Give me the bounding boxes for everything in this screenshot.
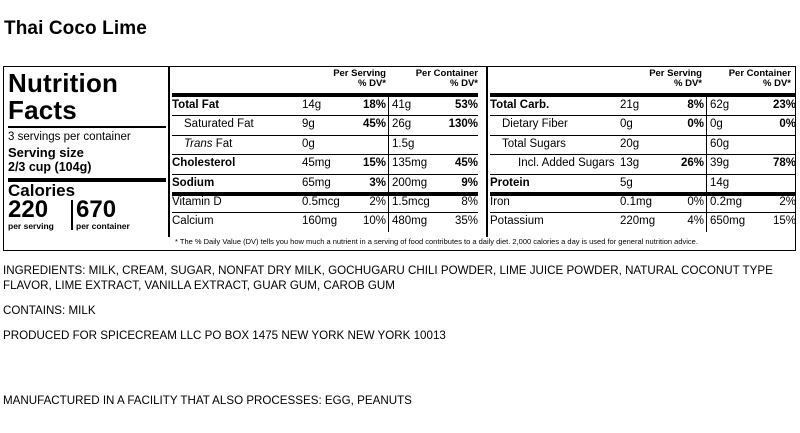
container-amount: 1.5mcg xyxy=(392,196,430,208)
per-container-label: per container xyxy=(76,221,130,231)
header-per-serving-left: Per Serving % DV* xyxy=(333,68,386,89)
facility-text: MANUFACTURED IN A FACILITY THAT ALSO PROCESSES: EGG, PEANUTS xyxy=(3,394,412,407)
nutrient-name: Total Fat xyxy=(172,99,220,111)
serving-dv: 3% xyxy=(369,176,386,189)
daily-value-footnote: * The % Daily Value (DV) tells you how much a nutrient in a serving of food contributes to a daily diet. 2,000 calories a day is used for general nutrition advice. xyxy=(175,237,698,246)
nutrient-name: Total Carb. xyxy=(490,99,550,111)
header-per-container-left: Per Container % DV* xyxy=(415,68,478,89)
serving-amount: 220mg xyxy=(620,215,656,228)
container-dv: 9% xyxy=(461,176,478,189)
contains-text: CONTAINS: MILK xyxy=(3,304,96,317)
produced-for-text: PRODUCED FOR SPICECREAM LLC PO BOX 1475 NEW YORK NEW YORK 10013 xyxy=(3,329,446,342)
serving-amount: 0g xyxy=(620,118,633,131)
servings-per-container: 3 servings per container xyxy=(8,131,131,143)
serving-amount: 65mg xyxy=(302,176,331,189)
serving-amount: 45mg xyxy=(302,157,331,170)
nutrient-name: Total Sugars xyxy=(502,137,566,150)
container-amount: 60g xyxy=(710,137,730,150)
nutrient-name: Calcium xyxy=(172,215,214,228)
serving-dv: 18% xyxy=(362,99,386,111)
container-amount: 200mg xyxy=(392,176,428,189)
calories-per-serving: 220 xyxy=(8,196,49,223)
nutrient-name: Incl. Added Sugars xyxy=(518,157,615,170)
container-dv: 2% xyxy=(779,196,796,208)
nutrient-name: Potassium xyxy=(490,215,544,228)
product-title: Thai Coco Lime xyxy=(4,18,147,39)
serving-dv: 0% xyxy=(687,196,704,208)
serving-amount: 14g xyxy=(302,99,322,111)
container-dv: 35% xyxy=(454,215,478,228)
container-amount: 39g xyxy=(710,157,730,170)
container-dv: 15% xyxy=(772,215,796,228)
serving-amount: 0g xyxy=(302,137,315,150)
calories-label: Calories xyxy=(8,181,76,200)
serving-dv: 2% xyxy=(369,196,386,208)
nutrient-name: Protein xyxy=(490,176,530,189)
container-amount: 0g xyxy=(710,118,723,131)
per-serving-label: per serving xyxy=(8,221,54,231)
container-dv: 78% xyxy=(772,157,796,170)
nutrient-row xyxy=(4,96,795,115)
ingredients-text: INGREDIENTS: MILK, CREAM, SUGAR, NONFAT DRY MILK, GOCHUGARU CHILI POWDER, LIME JUICE POWDER, NATURAL COCONUT TYPE FLAVOR, LIME EXTRACT, VANILLA EXTRACT, GUAR GUM, CAROB GUM xyxy=(3,264,773,292)
container-amount: 480mg xyxy=(392,215,428,228)
serving-amount: 160mg xyxy=(302,215,338,228)
container-amount: 26g xyxy=(392,118,412,131)
title-line-2: Facts xyxy=(8,95,77,125)
nutrient-name: Sodium xyxy=(172,176,215,189)
serving-amount: 20g xyxy=(620,137,640,150)
nutrient-row xyxy=(4,174,795,193)
container-dv: 130% xyxy=(448,118,478,131)
container-amount: 0.2mg xyxy=(710,196,742,208)
calories-per-container: 670 xyxy=(76,196,117,223)
container-dv: 8% xyxy=(461,196,478,208)
header-per-serving-right: Per Serving % DV* xyxy=(649,68,702,89)
serving-dv: 0% xyxy=(687,118,704,131)
serving-dv: 45% xyxy=(362,118,386,131)
nutrient-name: Trans Fat xyxy=(184,137,233,150)
nutrient-name: Dietary Fiber xyxy=(502,118,568,131)
container-amount: 14g xyxy=(710,176,730,189)
serving-size-value: 2/3 cup (104g) xyxy=(8,160,92,174)
nutrient-name: Saturated Fat xyxy=(184,118,254,131)
container-dv: 53% xyxy=(454,99,478,111)
header-per-container-right: Per Container % DV* xyxy=(728,68,791,89)
nutrient-row xyxy=(4,115,795,134)
nutrient-row xyxy=(4,212,795,231)
nutrient-name: Iron xyxy=(490,196,510,208)
nutrient-name: Cholesterol xyxy=(172,157,236,170)
nutrition-facts-label xyxy=(3,66,796,251)
container-dv: 23% xyxy=(772,99,796,111)
nutrient-row xyxy=(4,193,795,212)
serving-amount: 21g xyxy=(620,99,640,111)
column-separator xyxy=(706,96,707,232)
container-amount: 62g xyxy=(710,99,730,111)
nutrient-row xyxy=(4,154,795,173)
nutrient-name: Vitamin D xyxy=(172,196,222,208)
container-amount: 650mg xyxy=(710,215,746,228)
container-amount: 135mg xyxy=(392,157,428,170)
container-amount: 1.5g xyxy=(392,137,415,150)
container-amount: 41g xyxy=(392,99,412,111)
serving-size-label: Serving size xyxy=(8,145,84,160)
title-line-1: Nutrition xyxy=(8,68,119,98)
container-dv: 0% xyxy=(779,118,796,131)
serving-dv: 10% xyxy=(362,215,386,228)
nutrient-row xyxy=(4,135,795,154)
serving-dv: 26% xyxy=(680,157,704,170)
serving-amount: 0.5mcg xyxy=(302,196,340,208)
container-dv: 45% xyxy=(454,157,478,170)
serving-dv: 15% xyxy=(362,157,386,170)
serving-amount: 5g xyxy=(620,176,633,189)
serving-amount: 9g xyxy=(302,118,315,131)
serving-amount: 13g xyxy=(620,157,640,170)
serving-amount: 0.1mg xyxy=(620,196,652,208)
serving-dv: 8% xyxy=(687,99,704,111)
serving-dv: 4% xyxy=(687,215,704,228)
